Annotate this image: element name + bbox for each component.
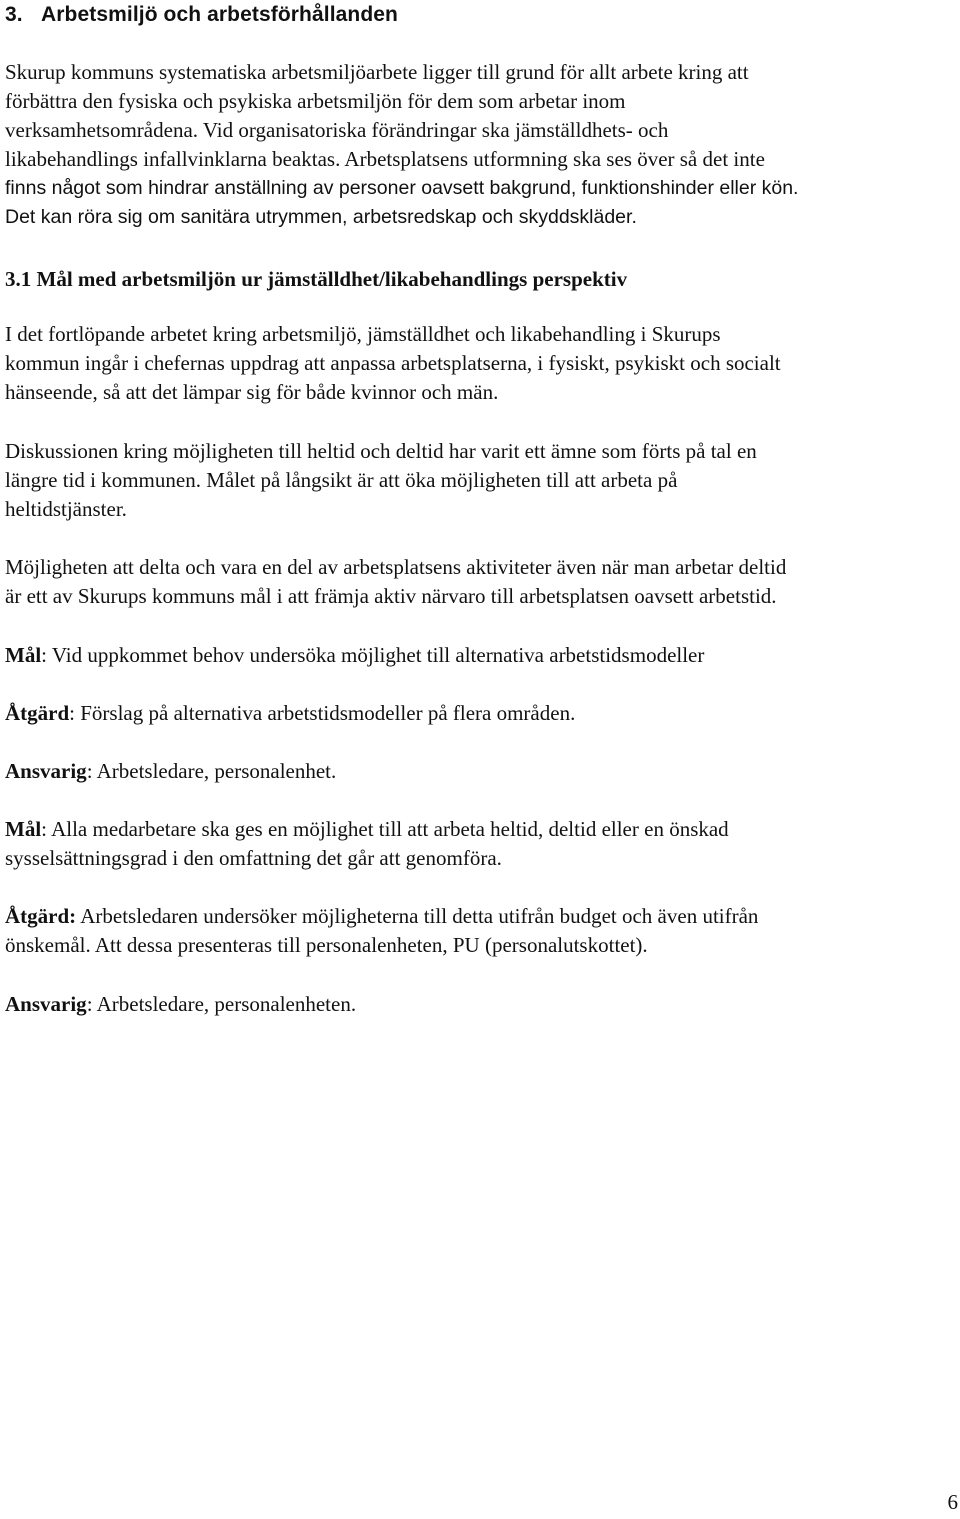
paragraph-line: Möjligheten att delta och vara en del av arbetsplatsens aktiviteter även när man arbetar deltid — [5, 555, 787, 579]
page-number: 6 — [947, 1490, 958, 1514]
goal-1 — [5, 641, 950, 670]
paragraph-line: Diskussionen kring möjligheten till heltid och deltid har varit ett ämne som förts på tal en — [5, 439, 757, 463]
intro-line: verksamhetsområdena. Vid organisatoriska förändringar ska jämställdhets- och — [5, 118, 669, 142]
goal-text-continued: sysselsättningsgrad i den omfattning det går att genomföra. — [5, 846, 502, 870]
goal-label: Mål — [5, 817, 42, 841]
action-text: Arbetsledaren undersöker möjligheterna till detta utifrån budget och även utifrån — [76, 904, 759, 928]
action-text-continued: önskemål. Att dessa presenteras till personalenheten, PU (personalutskottet). — [5, 933, 648, 957]
section-number: 3. — [5, 3, 23, 26]
intro-line: finns något som hindrar anställning av personer oavsett bakgrund, funktionshinder eller kön. — [5, 177, 799, 199]
paragraph-line: är ett av Skurups kommuns mål i att främja aktiv närvaro till arbetsplatsen oavsett arbetstid. — [5, 584, 777, 608]
goal-label: Mål — [5, 643, 42, 667]
action-2 — [5, 902, 950, 960]
action-text: : Förslag på alternativa arbetstidsmodeller på flera områden. — [69, 701, 576, 725]
responsible-label: Ansvarig — [5, 759, 87, 783]
intro-line: Skurup kommuns systematiska arbetsmiljöarbete ligger till grund för allt arbete kring att — [5, 60, 749, 84]
action-label: Åtgärd: — [5, 904, 77, 928]
action-label: Åtgärd — [5, 701, 70, 725]
intro-line: Det kan röra sig om sanitära utrymmen, arbetsredskap och skyddskläder. — [5, 206, 637, 228]
responsible-2 — [5, 990, 950, 1019]
paragraph-participation — [5, 553, 950, 611]
paragraph-line: längre tid i kommunen. Målet på långsikt är att öka möjligheten till att arbeta på — [5, 468, 678, 492]
subsection-heading: 3.1 Mål med arbetsmiljön ur jämställdhet/likabehandlings perspektiv — [5, 267, 628, 291]
intro-line: förbättra den fysiska och psykiska arbetsmiljön för dem som arbetar inom — [5, 89, 626, 113]
section-heading — [5, 0, 398, 30]
goal-text: : Alla medarbetare ska ges en möjlighet till att arbeta heltid, deltid eller en önskad — [41, 817, 729, 841]
goal-text: : Vid uppkommet behov undersöka möjlighet till alternativa arbetstidsmodeller — [41, 643, 705, 667]
paragraph-line: hänseende, så att det lämpar sig för både kvinnor och män. — [5, 380, 499, 404]
paragraph-heltid-deltid — [5, 437, 950, 524]
paragraph-line: I det fortlöpande arbetet kring arbetsmiljö, jämställdhet och likabehandling i Skurups — [5, 322, 721, 346]
paragraph-line: kommun ingår i chefernas uppdrag att anpassa arbetsplatserna, i fysiskt, psykiskt och socialt — [5, 351, 781, 375]
intro-line: likabehandlings infallvinklarna beaktas. Arbetsplatsens utformning ska ses över så det inte — [5, 147, 765, 171]
responsible-label: Ansvarig — [5, 992, 87, 1016]
paragraph-line: heltidstjänster. — [5, 497, 127, 521]
section-title: Arbetsmiljö och arbetsförhållanden — [41, 3, 398, 26]
action-1 — [5, 699, 950, 728]
intro-paragraph — [5, 58, 950, 232]
goal-2 — [5, 815, 950, 873]
responsible-text: : Arbetsledare, personalenheten. — [86, 992, 357, 1016]
responsible-text: : Arbetsledare, personalenhet. — [86, 759, 337, 783]
responsible-1 — [5, 757, 950, 786]
paragraph-chef-responsibility — [5, 320, 950, 407]
